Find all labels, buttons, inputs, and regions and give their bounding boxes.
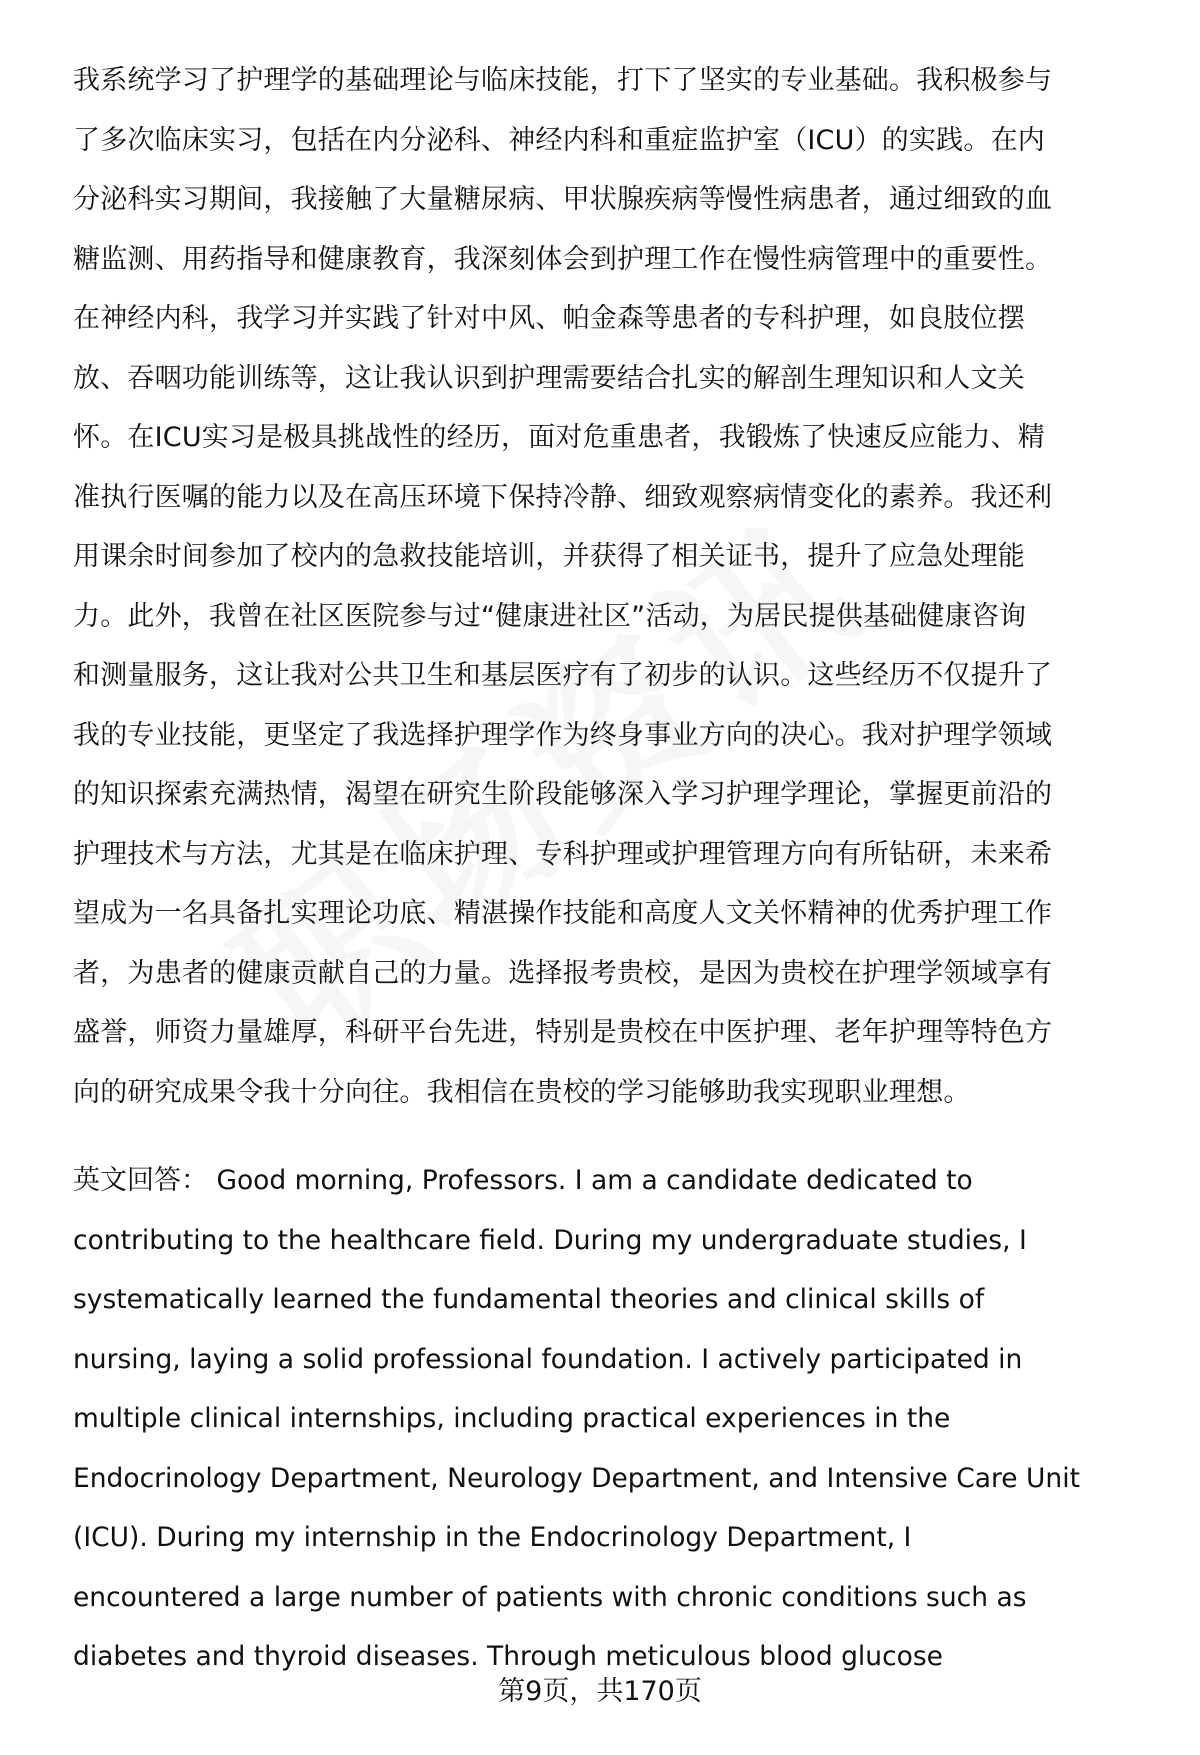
text-line: 和测量服务，这让我对公共卫生和基层医疗有了初步的认识。这些经历不仅提升了: [73, 660, 1053, 691]
text-line: 的知识探索充满热情，渴望在研究生阶段能够深入学习护理学理论，掌握更前沿的: [73, 779, 1053, 810]
english-paragraph: [73, 1151, 1153, 1687]
text-line: (ICU). During my internship in the Endocrinology Department, I: [73, 1522, 912, 1553]
text-line: 盛誉，师资力量雄厚，科研平台先进，特别是贵校在中医护理、老年护理等特色方: [73, 1017, 1053, 1048]
chinese-paragraph: [73, 51, 1153, 1122]
text-line: 护理技术与方法，尤其是在临床护理、专科护理或护理管理方向有所钻研，未来希: [73, 838, 1053, 870]
text-line: 放、吞咽功能训练等，这让我认识到护理需要结合扎实的解剖生理知识和人文关: [73, 362, 1025, 394]
english-answer-label: 英文回答：: [73, 1165, 208, 1196]
text-line: 者，为患者的健康贡献自己的力量。选择报考贵校，是因为贵校在护理学领域享有: [73, 957, 1053, 989]
text-line: multiple clinical internships, including practical experiences in the: [73, 1403, 951, 1434]
text-line-content: Good morning, Professors. I am a candidate dedicated to: [216, 1165, 973, 1196]
text-line: 望成为一名具备扎实理论功底、精湛操作技能和高度人文关怀精神的优秀护理工作: [73, 898, 1053, 929]
text-line: diabetes and thyroid diseases. Through meticulous blood glucose: [73, 1641, 943, 1672]
text-line: systematically learned the fundamental theories and clinical skills of: [73, 1284, 985, 1315]
page-number-footer: 第9页，共170页: [498, 1676, 702, 1707]
text-line: contributing to the healthcare field. During my undergraduate studies, I: [73, 1224, 1027, 1256]
text-line: 了多次临床实习，包括在内分泌科、神经内科和重症监护室（ICU）的实践。在内: [73, 124, 1045, 156]
text-line: 我的专业技能，更坚定了我选择护理学作为终身事业方向的决心。我对护理学领域: [73, 719, 1053, 751]
text-line: 我系统学习了护理学的基础理论与临床技能，打下了坚实的专业基础。我积极参与: [73, 65, 1053, 96]
text-line: Endocrinology Department, Neurology Department, and Intensive Care Unit: [73, 1462, 1080, 1494]
text-line: 在神经内科，我学习并实践了针对中风、帕金森等患者的专科护理，如良肢位摆: [73, 303, 1025, 334]
text-line: [73, 1151, 1153, 1211]
text-line: 向的研究成果令我十分向往。我相信在贵校的学习能够助我实现职业理想。: [73, 1076, 971, 1108]
text-line: 用课余时间参加了校内的急救技能培训，并获得了相关证书，提升了应急处理能: [73, 541, 1025, 572]
text-line: nursing, laying a solid professional foundation. I actively participated in: [73, 1343, 1023, 1375]
text-line: encountered a large number of patients with chronic conditions such as: [73, 1581, 1027, 1613]
text-line: 准执行医嘱的能力以及在高压环境下保持冷静、细致观察病情变化的素养。我还利: [73, 481, 1053, 513]
text-line: 力。此外，我曾在社区医院参与过“健康进社区”活动，为居民提供基础健康咨询: [73, 600, 1027, 632]
text-line: 怀。在ICU实习是极具挑战性的经历，面对危重患者，我锻炼了快速反应能力、精: [73, 422, 1045, 453]
text-line: 分泌科实习期间，我接触了大量糖尿病、甲状腺疾病等慢性病患者，通过细致的血: [73, 184, 1053, 215]
text-line: 糖监测、用药指导和健康教育，我深刻体会到护理工作在慢性病管理中的重要性。: [73, 243, 1053, 275]
